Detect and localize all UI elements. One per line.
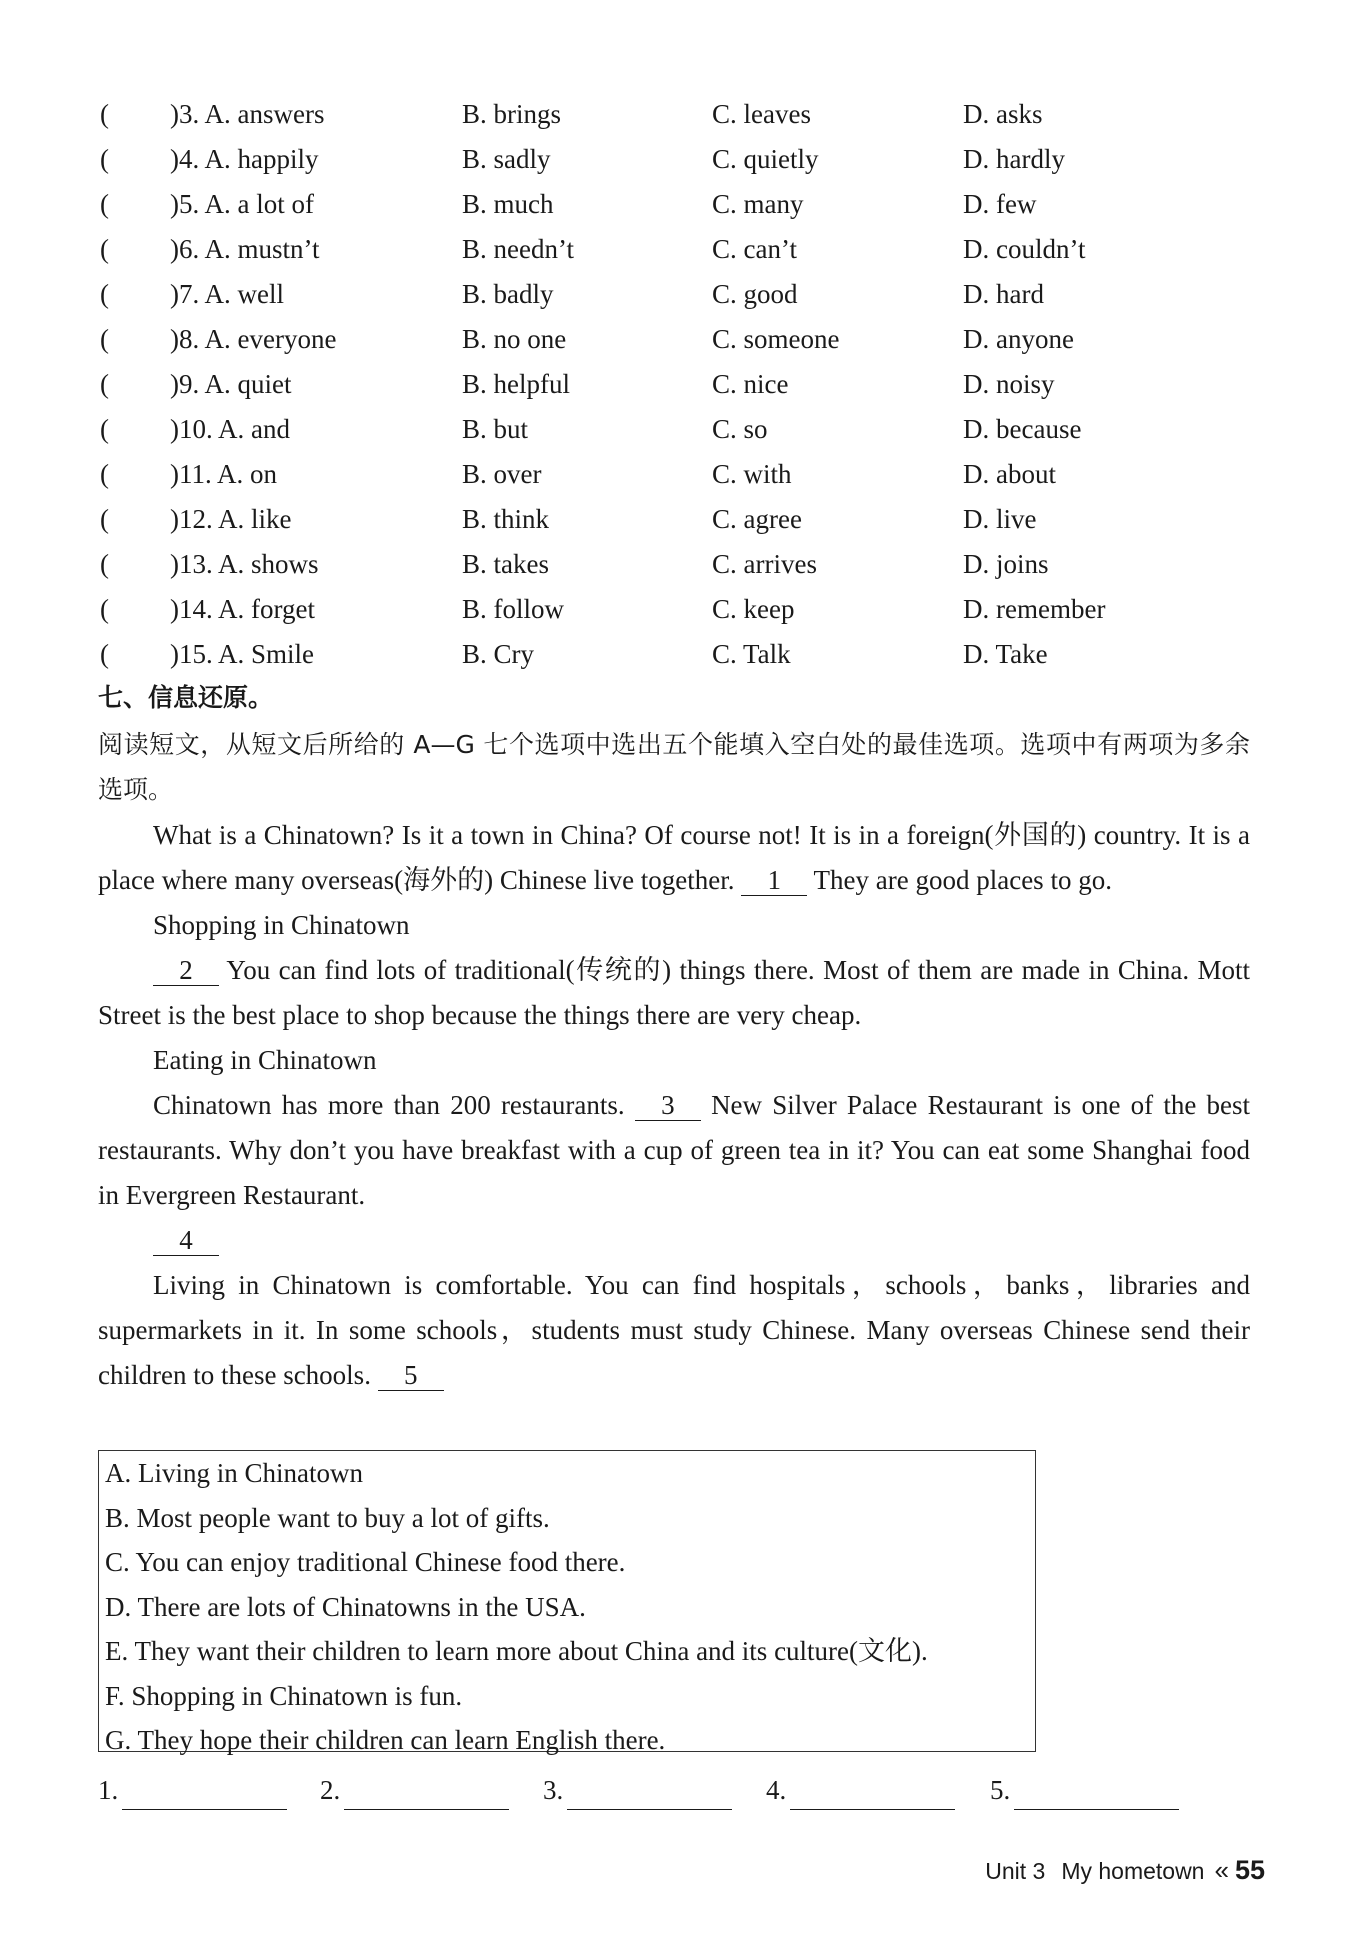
- answer-slot-1[interactable]: [98, 1770, 287, 1810]
- option-d: D. remember: [963, 594, 1106, 624]
- answer-slot-5[interactable]: [990, 1770, 1179, 1810]
- option-a: )3. A. answers: [170, 99, 325, 129]
- answer-paren[interactable]: (: [100, 324, 109, 354]
- section-title: 七、信息还原。: [98, 683, 274, 712]
- option-a: )4. A. happily: [170, 144, 319, 174]
- question-row: [0, 182, 1350, 227]
- blank-1[interactable]: 1: [741, 865, 807, 896]
- passage-paragraph-1: [98, 813, 1250, 903]
- answer-paren[interactable]: (: [100, 549, 109, 579]
- answer-paren[interactable]: (: [100, 234, 109, 264]
- answer-line[interactable]: [1014, 1779, 1179, 1810]
- option-a: )13. A. shows: [170, 549, 319, 579]
- option-b: B. needn’t: [462, 234, 574, 264]
- question-row: [0, 497, 1350, 542]
- footer-title: My hometown: [1061, 1858, 1205, 1884]
- answer-paren[interactable]: (: [100, 594, 109, 624]
- blank-2[interactable]: 2: [153, 955, 219, 986]
- option-b: B. Most people want to buy a lot of gifts.: [105, 1502, 550, 1533]
- option-c: C. quietly: [712, 144, 819, 174]
- option-c: C. someone: [712, 324, 840, 354]
- passage-text: They are good places to go.: [813, 865, 1112, 895]
- option-b: B. brings: [462, 99, 562, 129]
- option-a: )11. A. on: [170, 459, 277, 489]
- option-c: C. with: [712, 459, 792, 489]
- option-a: )7. A. well: [170, 279, 284, 309]
- option-c: C. so: [712, 414, 768, 444]
- passage-text: What is a Chinatown? Is it a town in China? Of course not! It is in a foreign(外国的) country. It is a place where many overseas(海外的) Chinese live together.: [98, 820, 1250, 895]
- option-f: F. Shopping in Chinatown is fun.: [105, 1680, 463, 1711]
- passage-text: Chinatown has more than 200 restaurants.: [153, 1090, 625, 1120]
- option-a: )6. A. mustn’t: [170, 234, 320, 264]
- passage-paragraph-3: [98, 1083, 1250, 1218]
- passage-blank-heading: [98, 1218, 1250, 1263]
- option-a: )8. A. everyone: [170, 324, 337, 354]
- option-c: C. You can enjoy traditional Chinese food there.: [105, 1547, 626, 1577]
- question-row: [0, 317, 1350, 362]
- option-d: D. anyone: [963, 324, 1074, 354]
- option-d: D. because: [963, 414, 1082, 444]
- answer-slot-4[interactable]: [766, 1770, 955, 1810]
- passage-paragraph-4: [98, 1263, 1250, 1398]
- answer-paren[interactable]: (: [100, 279, 109, 309]
- option-d: D. about: [963, 459, 1056, 489]
- answer-label: 2.: [320, 1775, 341, 1805]
- option-c: C. can’t: [712, 234, 797, 264]
- option-a: )9. A. quiet: [170, 369, 292, 399]
- option-d: D. joins: [963, 549, 1049, 579]
- option-g: G. They hope their children can learn English there.: [105, 1725, 666, 1755]
- option-d: D. There are lots of Chinatowns in the USA.: [105, 1591, 586, 1622]
- passage-text: Living in Chinatown is comfortable. You can find hospitals，schools，banks，libraries and supermarkets in it. In some schools，students must study Chinese. Many overseas Chinese send their children to these schools.: [98, 1270, 1250, 1390]
- question-row: [0, 632, 1350, 677]
- option-b: B. much: [462, 189, 554, 219]
- option-d: D. noisy: [963, 369, 1055, 399]
- subheading-shopping: Shopping in Chinatown: [153, 910, 410, 940]
- option-b: B. think: [462, 504, 550, 534]
- subheading-eating: Eating in Chinatown: [153, 1045, 377, 1075]
- option-a: )15. A. Smile: [170, 639, 315, 669]
- option-b: B. follow: [462, 594, 565, 624]
- option-b: B. but: [462, 414, 529, 444]
- option-d: D. asks: [963, 99, 1043, 129]
- option-a: )10. A. and: [170, 414, 290, 444]
- question-row: [0, 227, 1350, 272]
- option-b: B. over: [462, 459, 542, 489]
- question-row: [0, 362, 1350, 407]
- option-c: C. leaves: [712, 99, 811, 129]
- option-c: C. nice: [712, 369, 789, 399]
- answer-label: 4.: [766, 1775, 787, 1805]
- options-box: [98, 1450, 1036, 1755]
- answer-paren[interactable]: (: [100, 639, 109, 669]
- answer-line[interactable]: [122, 1779, 287, 1810]
- option-a: )14. A. forget: [170, 594, 315, 624]
- answer-label: 3.: [543, 1775, 564, 1805]
- option-b: B. takes: [462, 549, 549, 579]
- answer-label: 1.: [98, 1775, 119, 1805]
- option-d: D. live: [963, 504, 1037, 534]
- answer-paren[interactable]: (: [100, 504, 109, 534]
- option-c: C. agree: [712, 504, 802, 534]
- chevron-left-icon: «: [1214, 1855, 1225, 1885]
- passage-text: New Silver Palace Restaurant is one of the best restaurants. Why don’t you have breakfast with a cup of green tea in it? You can eat some Shanghai food in Evergreen Restaurant.: [98, 1090, 1251, 1210]
- option-c: C. arrives: [712, 549, 817, 579]
- option-b: B. sadly: [462, 144, 551, 174]
- page-number: 55: [1234, 1855, 1265, 1885]
- passage-paragraph-2: [98, 948, 1250, 1038]
- answer-slot-3[interactable]: [543, 1770, 732, 1810]
- page-footer: [985, 1855, 1265, 1886]
- option-d: D. Take: [963, 639, 1048, 669]
- option-d: D. couldn’t: [963, 234, 1086, 264]
- blank-3[interactable]: 3: [635, 1090, 701, 1121]
- reading-passage: [98, 813, 1250, 1398]
- multiple-choice-list: [0, 92, 1350, 677]
- option-a: )12. A. like: [170, 504, 292, 534]
- answer-paren[interactable]: (: [100, 189, 109, 219]
- answer-lines: [98, 1770, 1248, 1810]
- option-e: E. They want their children to learn more about China and its culture(文化).: [105, 1636, 928, 1666]
- blank-5[interactable]: 5: [378, 1360, 444, 1391]
- answer-paren[interactable]: (: [100, 414, 109, 444]
- question-row: [0, 587, 1350, 632]
- option-c: C. many: [712, 189, 804, 219]
- answer-paren[interactable]: (: [100, 144, 109, 174]
- blank-4[interactable]: 4: [153, 1225, 219, 1256]
- option-c: C. keep: [712, 594, 795, 624]
- option-b: B. badly: [462, 279, 554, 309]
- question-row: [0, 452, 1350, 497]
- answer-label: 5.: [990, 1775, 1011, 1805]
- answer-paren[interactable]: (: [100, 459, 109, 489]
- option-c: C. Talk: [712, 639, 791, 669]
- passage-text: You can find lots of traditional(传统的) things there. Most of them are made in China. Mott Street is the best place to shop because the things there are very cheap.: [98, 955, 1251, 1030]
- question-row: [0, 542, 1350, 587]
- question-row: [0, 407, 1350, 452]
- question-row: [0, 92, 1350, 137]
- option-d: D. hard: [963, 279, 1044, 309]
- option-a: )5. A. a lot of: [170, 189, 314, 219]
- answer-line[interactable]: [567, 1779, 732, 1810]
- option-b: B. no one: [462, 324, 567, 354]
- answer-paren[interactable]: (: [100, 369, 109, 399]
- option-d: D. hardly: [963, 144, 1065, 174]
- answer-paren[interactable]: (: [100, 99, 109, 129]
- question-row: [0, 272, 1350, 317]
- section-instructions: 阅读短文，从短文后所给的 A—G 七个选项中选出五个能填入空白处的最佳选项。选项中有两项为多余选项。: [98, 730, 1250, 804]
- answer-line[interactable]: [790, 1779, 955, 1810]
- footer-unit: Unit 3: [985, 1858, 1046, 1884]
- answer-line[interactable]: [344, 1779, 509, 1810]
- option-a: A. Living in Chinatown: [105, 1458, 363, 1488]
- answer-slot-2[interactable]: [320, 1770, 509, 1810]
- option-b: B. helpful: [462, 369, 570, 399]
- option-d: D. few: [963, 189, 1037, 219]
- option-b: B. Cry: [462, 639, 535, 669]
- option-c: C. good: [712, 279, 798, 309]
- question-row: [0, 137, 1350, 182]
